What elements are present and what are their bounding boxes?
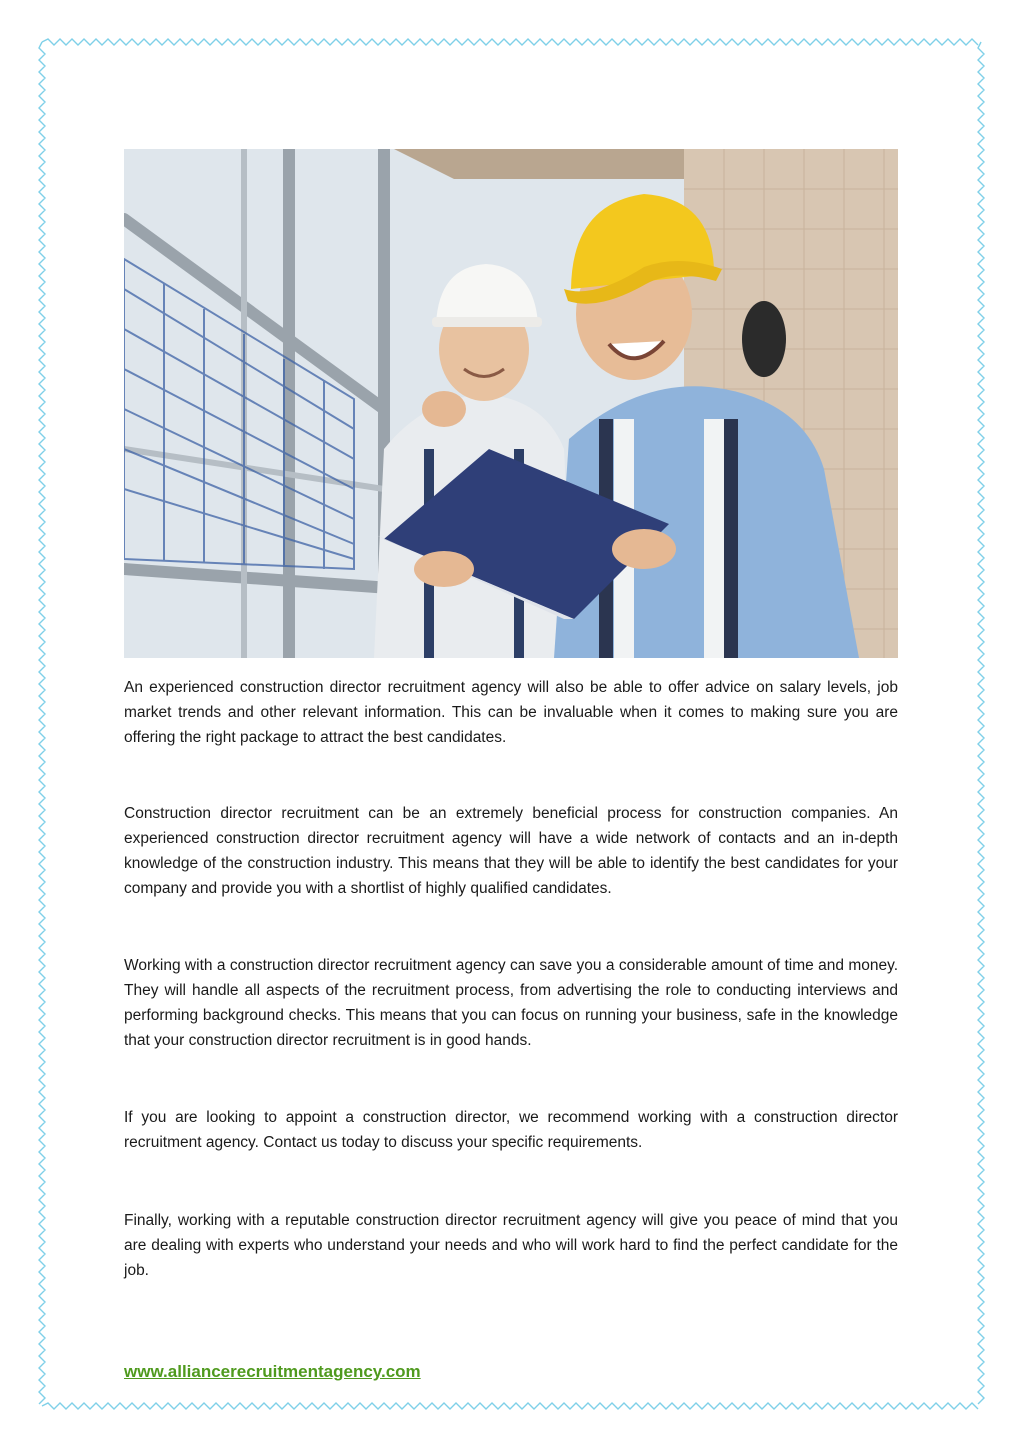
footer-website-link[interactable]: www.alliancerecruitmentagency.com	[124, 1362, 421, 1381]
paragraph-peace-of-mind: Finally, working with a reputable construction director recruitment agency will give you peace of mind that you are dealing with experts who understand your needs and who will work hard to find the perfect candidate for the job.	[124, 1212, 898, 1279]
paragraph-save-time: Working with a construction director recruitment agency can save you a considerable amount of time and money. They will handle all aspects of the recruitment process, from advertising the role to conducting interviews and performing background checks. This means that you can focus on running your business, safe in the knowledge that your construction director recruitment is in good hands.	[124, 957, 898, 1049]
paragraph-contact-us: If you are looking to appoint a construction director, we recommend working with a construction director recruitment agency. Contact us today to discuss your specific requirements.	[124, 1109, 898, 1151]
construction-workers-photo	[124, 149, 898, 658]
paragraph-salary-advice: An experienced construction director recruitment agency will also be able to offer advice on salary levels, job market trends and other relevant information. This can be invaluable when it comes to making sure you are offering the right package to attract the best candidates.	[124, 679, 898, 746]
paragraph-beneficial-process: Construction director recruitment can be an extremely beneficial process for construction companies. An experienced construction director recruitment agency will have a wide network of contacts and an in-depth knowledge of the construction industry. This means that they will be able to identify the best candidates for your company and provide you with a shortlist of highly qualified candidates.	[124, 805, 898, 897]
